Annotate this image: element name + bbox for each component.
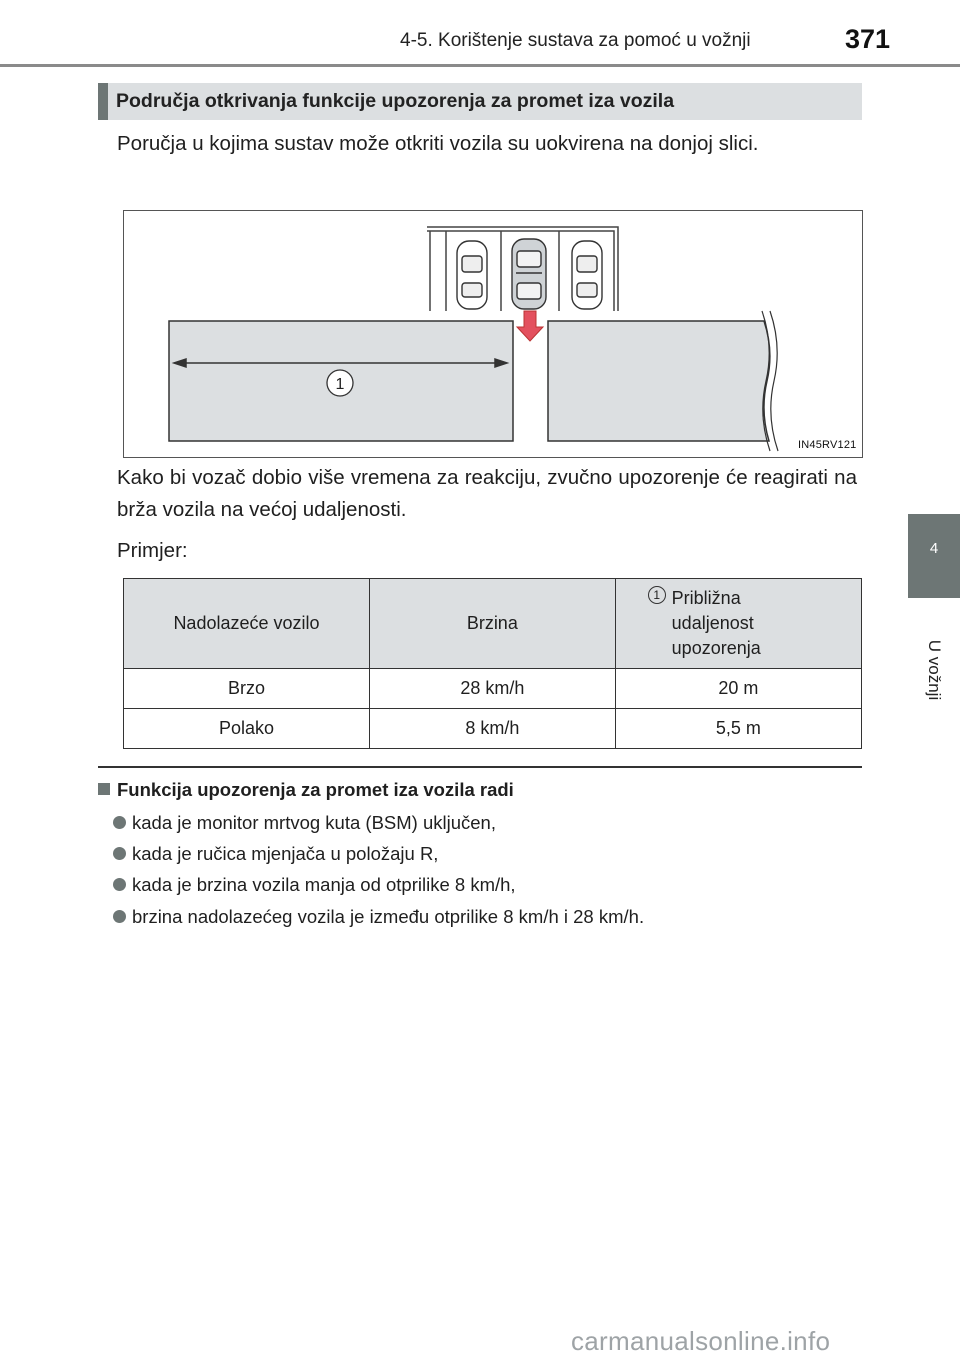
bullet-dot-icon <box>113 878 126 891</box>
cell-distance: 20 m <box>615 669 861 709</box>
warning-distance-table <box>123 578 862 749</box>
bullet-dot-icon <box>113 816 126 829</box>
list-item <box>113 906 644 928</box>
chapter-tab-number: 4 <box>929 540 939 557</box>
watermark: carmanualsonline.info <box>571 1326 831 1356</box>
header-speed: Brzina <box>369 579 615 669</box>
chapter-tab-label: U vožnji <box>925 639 944 701</box>
distance-callout-number: 1 <box>648 586 666 604</box>
table-row <box>124 709 862 749</box>
conditions-title: Funkcija upozorenja za promet iza vozila radi <box>117 779 514 800</box>
parked-car-own <box>512 239 546 309</box>
break-line-2 <box>770 311 778 451</box>
header-distance <box>615 579 861 669</box>
list-item <box>113 843 438 865</box>
cell-speed: 8 km/h <box>369 709 615 749</box>
detection-area-illustration <box>124 211 862 457</box>
parked-car-left <box>457 241 487 309</box>
table-header-row <box>124 579 862 669</box>
reaction-paragraph: Kako bi vozač dobio više vremena za reakciju, zvučno upozorenje će reagirati na brža vozila na većoj udaljenosti. <box>117 466 857 521</box>
bullet-dot-icon <box>113 910 126 923</box>
distance-header-line2: udaljenost <box>671 613 754 633</box>
chapter-title: 4-5. Korištenje sustava za pomoć u vožnji <box>400 30 751 51</box>
distance-header-line1: Približna <box>671 588 741 608</box>
page-number: 371 <box>845 24 891 54</box>
list-item <box>113 812 496 834</box>
section-heading-accent <box>98 83 108 120</box>
parked-car-right <box>572 241 602 309</box>
cell-vehicle: Polako <box>124 709 370 749</box>
list-item <box>113 874 516 896</box>
bullet-dot-icon <box>113 847 126 860</box>
table-row <box>124 669 862 709</box>
list-item-text: kada je ručica mjenjača u položaju R, <box>132 843 439 864</box>
cell-speed: 28 km/h <box>369 669 615 709</box>
header-rule <box>0 64 960 67</box>
figure-code: IN45RV121 <box>798 439 857 451</box>
section-heading-title: Područja otkrivanja funkcije upozorenja za promet iza vozila <box>116 90 675 112</box>
intro-paragraph: Poručja u kojima sustav može otkriti vozila su uokvirena na donjoj slici. <box>117 132 759 155</box>
detection-area-right <box>548 321 770 441</box>
cell-distance: 5,5 m <box>615 709 861 749</box>
distance-header-line3: upozorenja <box>671 638 761 658</box>
detection-area-figure <box>123 210 863 458</box>
chapter-tab <box>908 514 960 598</box>
section-heading <box>98 83 862 120</box>
list-item-text: kada je monitor mrtvog kuta (BSM) uključen, <box>132 812 496 833</box>
list-item-text: brzina nadolazećeg vozila je između otprilike 8 km/h i 28 km/h. <box>132 906 645 927</box>
example-label: Primjer: <box>117 539 188 562</box>
section-divider <box>98 766 862 768</box>
square-bullet-icon <box>98 783 110 795</box>
reverse-arrow <box>517 311 543 341</box>
callout-number: 1 <box>335 376 345 393</box>
header-vehicle: Nadolazeće vozilo <box>124 579 370 669</box>
cell-vehicle: Brzo <box>124 669 370 709</box>
list-item-text: kada je brzina vozila manja od otprilike 8 km/h, <box>132 874 516 895</box>
conditions-heading <box>98 779 514 801</box>
